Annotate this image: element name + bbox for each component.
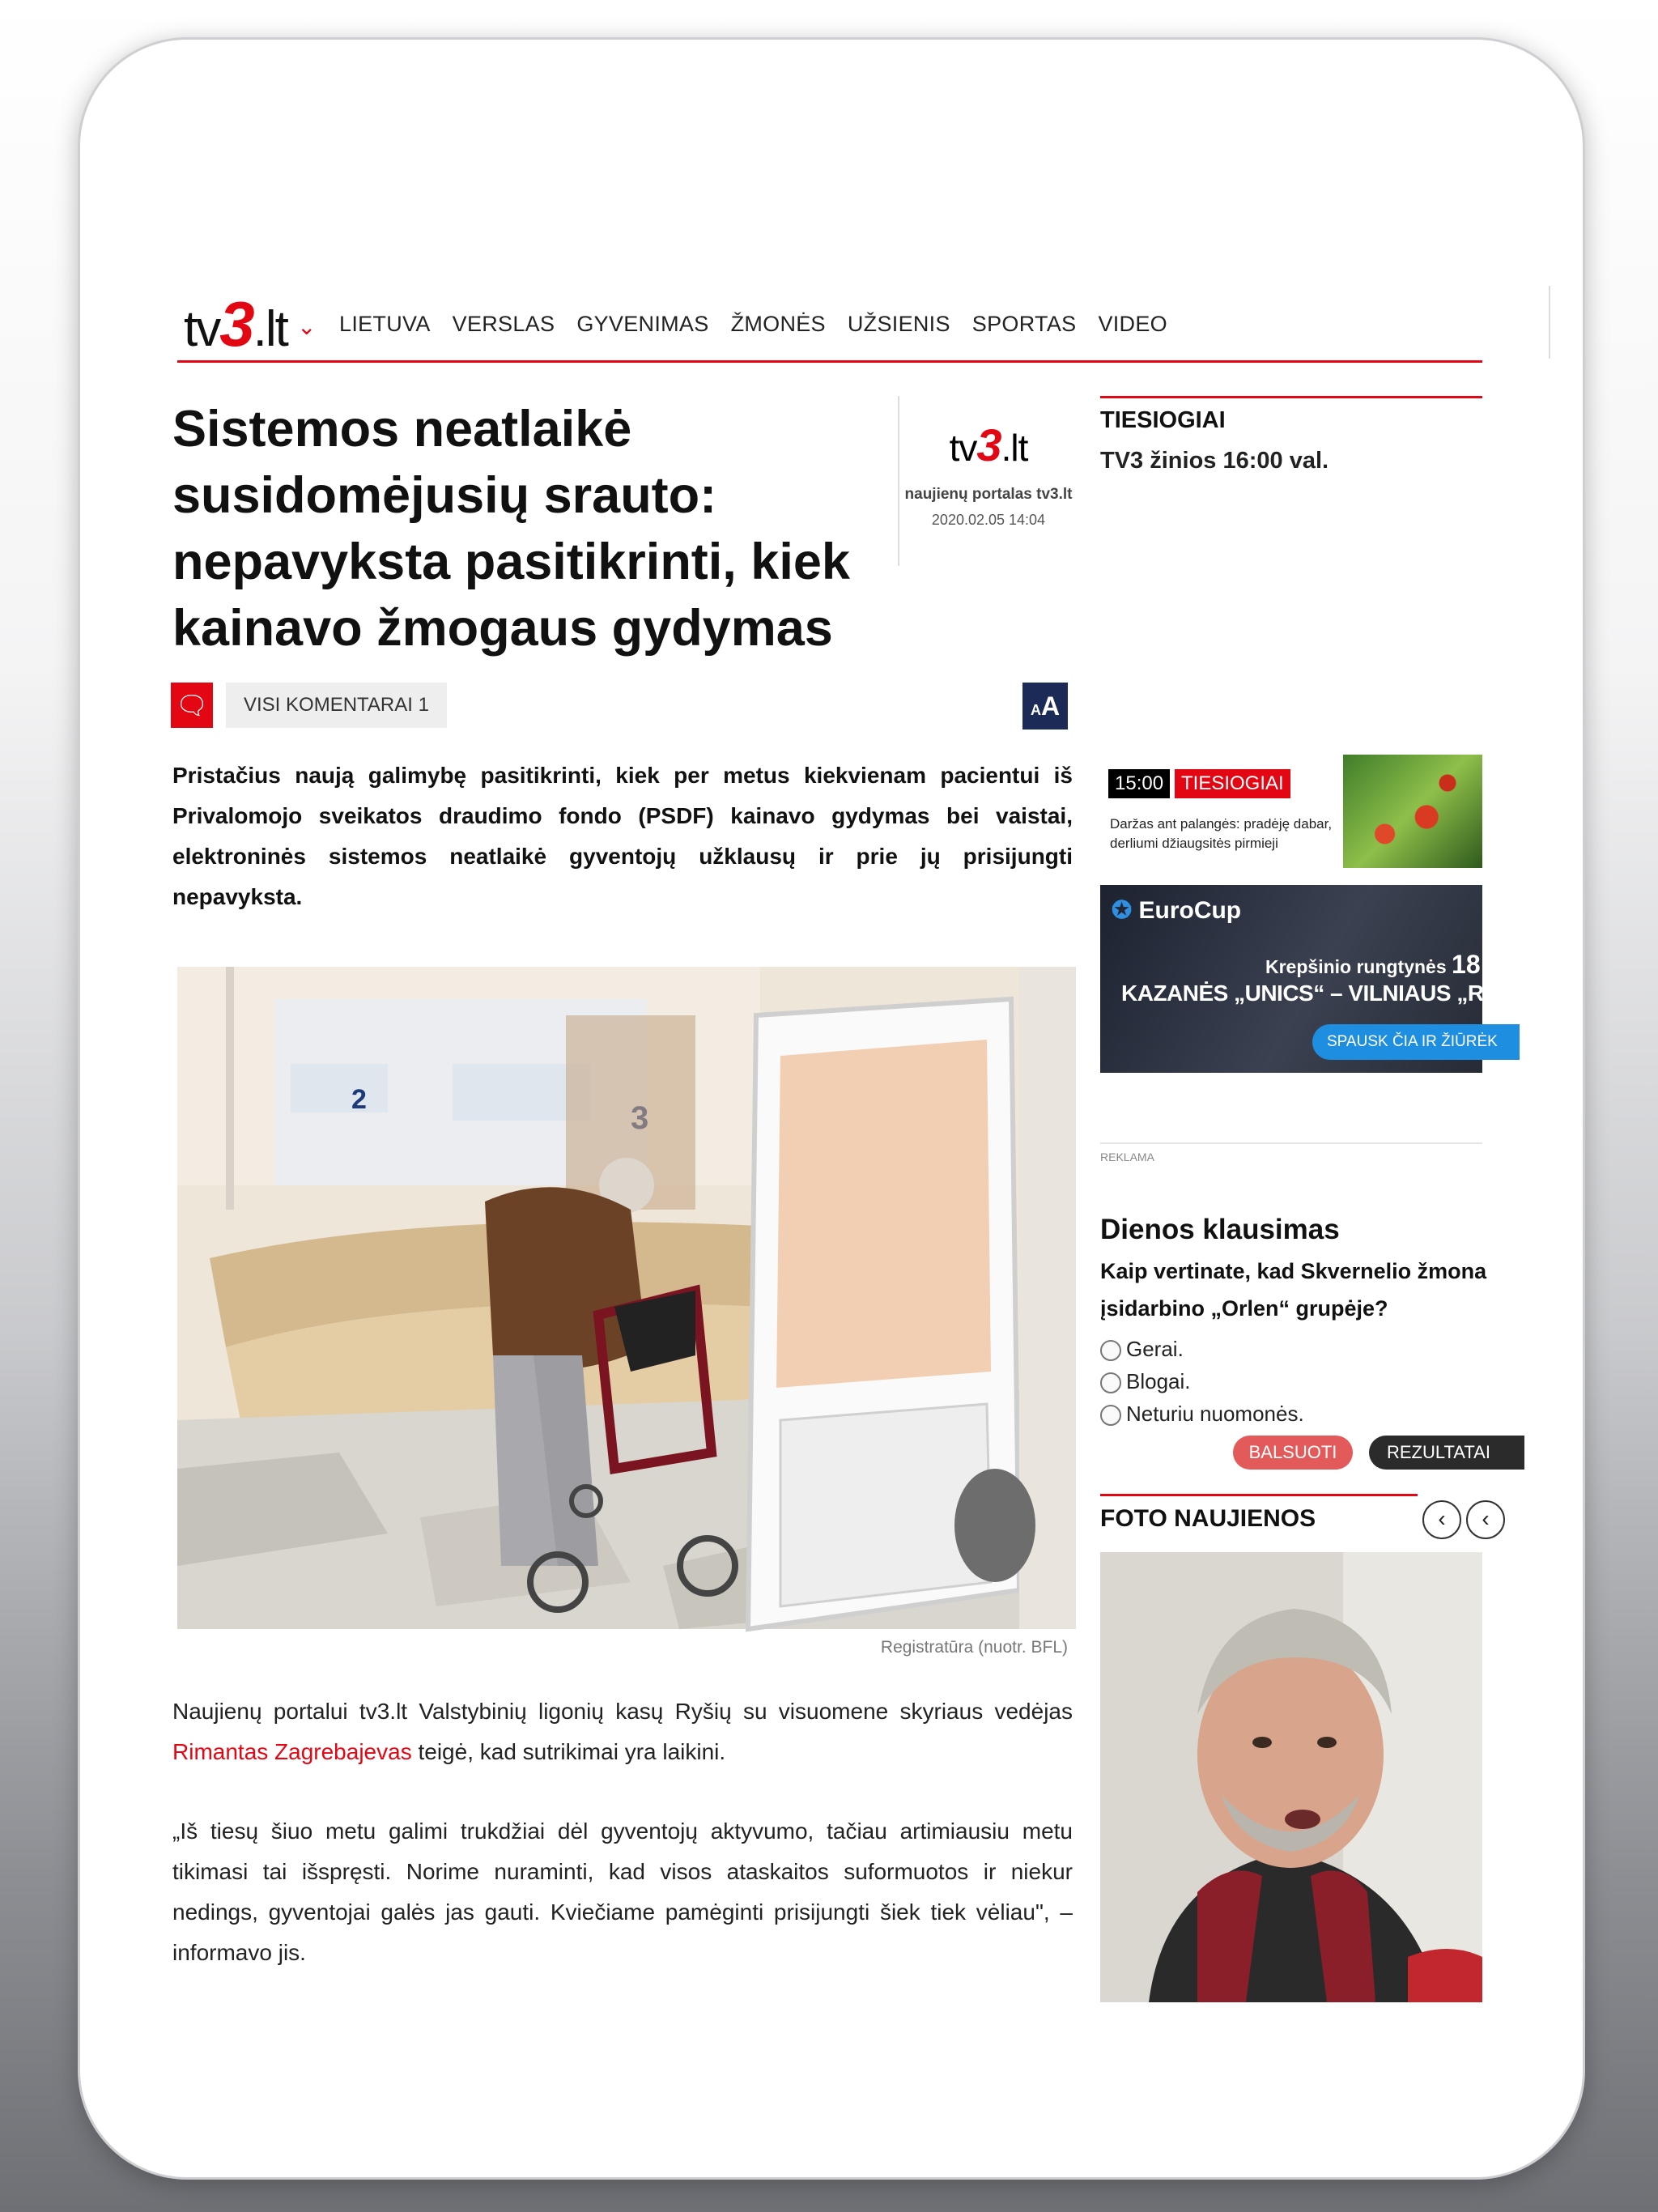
poll-option-blogai[interactable]: Blogai. [1100,1369,1191,1394]
poll-question: Kaip vertinate, kad Skvernelio žmona įsidarbino „Orlen“ grupėje? [1100,1259,1487,1321]
sign-number-2: 2 [351,1084,367,1115]
nav-item-lietuva[interactable]: LIETUVA [339,312,431,336]
ad-subtitle: Krepšinio rungtynės 18:3 [1265,950,1504,979]
live-badge: TIESIOGIAI [1175,769,1290,798]
ad-label: REKLAMA [1100,1151,1154,1163]
radio-button[interactable] [1100,1340,1121,1361]
paragraph-text: teigė, kad sutrikimai yra laikini. [411,1739,726,1764]
nav-item-uzsienis[interactable]: UŽSIENIS [847,312,950,336]
program-time: 15:00 [1108,769,1170,798]
comment-bubble-icon[interactable]: 🗨 [171,683,213,728]
live-title: TIESIOGIAI [1100,407,1226,433]
carousel-prev-icon[interactable]: ‹ [1422,1500,1461,1539]
article-paragraph-3-cut [172,2004,1073,2020]
nav-item-gyvenimas[interactable]: GYVENIMAS [576,312,709,336]
site-header [177,245,1482,362]
main-nav [339,312,1167,337]
photo-news-accent-line [1100,1494,1418,1496]
eurocup-star-icon: ✪ [1112,897,1133,924]
author-box [898,396,1078,566]
nav-item-sportas[interactable]: SPORTAS [971,312,1077,336]
poll-option-gerai[interactable]: Gerai. [1100,1337,1184,1362]
browser-viewport [172,245,1541,2018]
photo-news-title: FOTO NAUJIENOS [1100,1505,1316,1532]
chevron-down-icon[interactable]: ⌄ [297,314,317,339]
radio-button[interactable] [1100,1372,1121,1393]
header-divider [1549,286,1550,359]
nav-item-verslas[interactable]: VERSLAS [452,312,555,336]
article-paragraph-2: „Iš tiesų šiuo metu galimi trukdžiai dėl gyventojų aktyvumo, tačiau artimiausiu metu tikimasi tai išspręsti. Norime nuraminti, kad visos ataskaitos suformuotos ir niekur nedings, gyventojai galės jas gauti. Kviečiame pamėginti prisijungti šiek tiek vėliau", – informavo jis. [172,1819,1073,1965]
nav-item-zmones[interactable]: ŽMONĖS [730,312,826,336]
results-button[interactable]: REZULTATAI [1369,1436,1524,1470]
ad-divider [1100,1142,1482,1144]
poll-title: Dienos klausimas [1100,1214,1340,1245]
eurocup-logo: ✪ EuroCup [1112,897,1242,924]
vote-button[interactable]: BALSUOTI [1233,1436,1353,1470]
live-show-link[interactable]: TV3 žinios 16:00 val. [1100,448,1329,474]
tablet-frame [78,37,1585,2180]
man-portrait-illustration [1100,1552,1482,2002]
live-program-banner[interactable] [1100,755,1482,868]
carousel-next-icon[interactable]: ‹ [1466,1500,1505,1539]
author-logo: tv3.lt [949,419,1028,470]
article-photo[interactable] [177,967,1076,1629]
ad-cta-button[interactable]: SPAUSK ČIA IR ŽIŪRĖK [1312,1024,1520,1060]
person-link[interactable]: Rimantas Zagrebajevas [172,1739,412,1764]
site-logo[interactable]: tv3.lt [184,288,287,359]
photo-news-thumbnail[interactable] [1100,1552,1482,2002]
all-comments-button[interactable]: VISI KOMENTARAI 1 [226,683,447,728]
publish-date: 2020.02.05 14:04 [931,512,1046,528]
photo-caption: Registratūra (nuotr. BFL) [880,1638,1068,1657]
reception-photo-illustration [177,967,1076,1629]
font-size-small-icon: A [1030,702,1041,718]
paragraph-text: Naujienų portalui tv3.lt Valstybinių ligonių kasų Ryšių su visuomene skyriaus vedėjas [172,1699,1073,1724]
article-lead: Pristačius naują galimybę pasitikrinti, kiek per metus kiekvienam pacientui iš Privalomojo sveikatos draudimo fondo (PSDF) kainavo gydymas bei vaistai, elektroninės sistemos neatlaikė gyventojų užklausų ir prie jų prisijungti nepavyksta. [172,763,1073,909]
tomato-plant-image [1343,755,1482,868]
font-size-toggle[interactable]: AA [1022,683,1068,730]
header-accent-line [177,360,1482,363]
poll-option-no-opinion[interactable]: Neturiu nuomonės. [1100,1402,1304,1427]
program-description: Daržas ant palangės: pradėję dabar, derliumi džiaugsitės pirmieji [1110,816,1333,851]
article-headline: Sistemos neatlaikė susidomėjusių srauto: nepavyksta pasitikrinti, kiek kainavo žmogaus gydymas [172,401,850,657]
ad-match: KAZANĖS „UNICS“ – VILNIAUS „RYTAS [1121,981,1541,1006]
live-accent-line [1100,396,1482,398]
nav-item-video[interactable]: VIDEO [1098,312,1167,336]
article-paragraph-1 [172,1691,1073,1772]
comments-row [177,683,1076,731]
author-name[interactable]: naujienų portalas tv3.lt [904,486,1073,503]
eurocup-ad-banner[interactable] [1100,885,1541,1073]
radio-button[interactable] [1100,1405,1121,1426]
